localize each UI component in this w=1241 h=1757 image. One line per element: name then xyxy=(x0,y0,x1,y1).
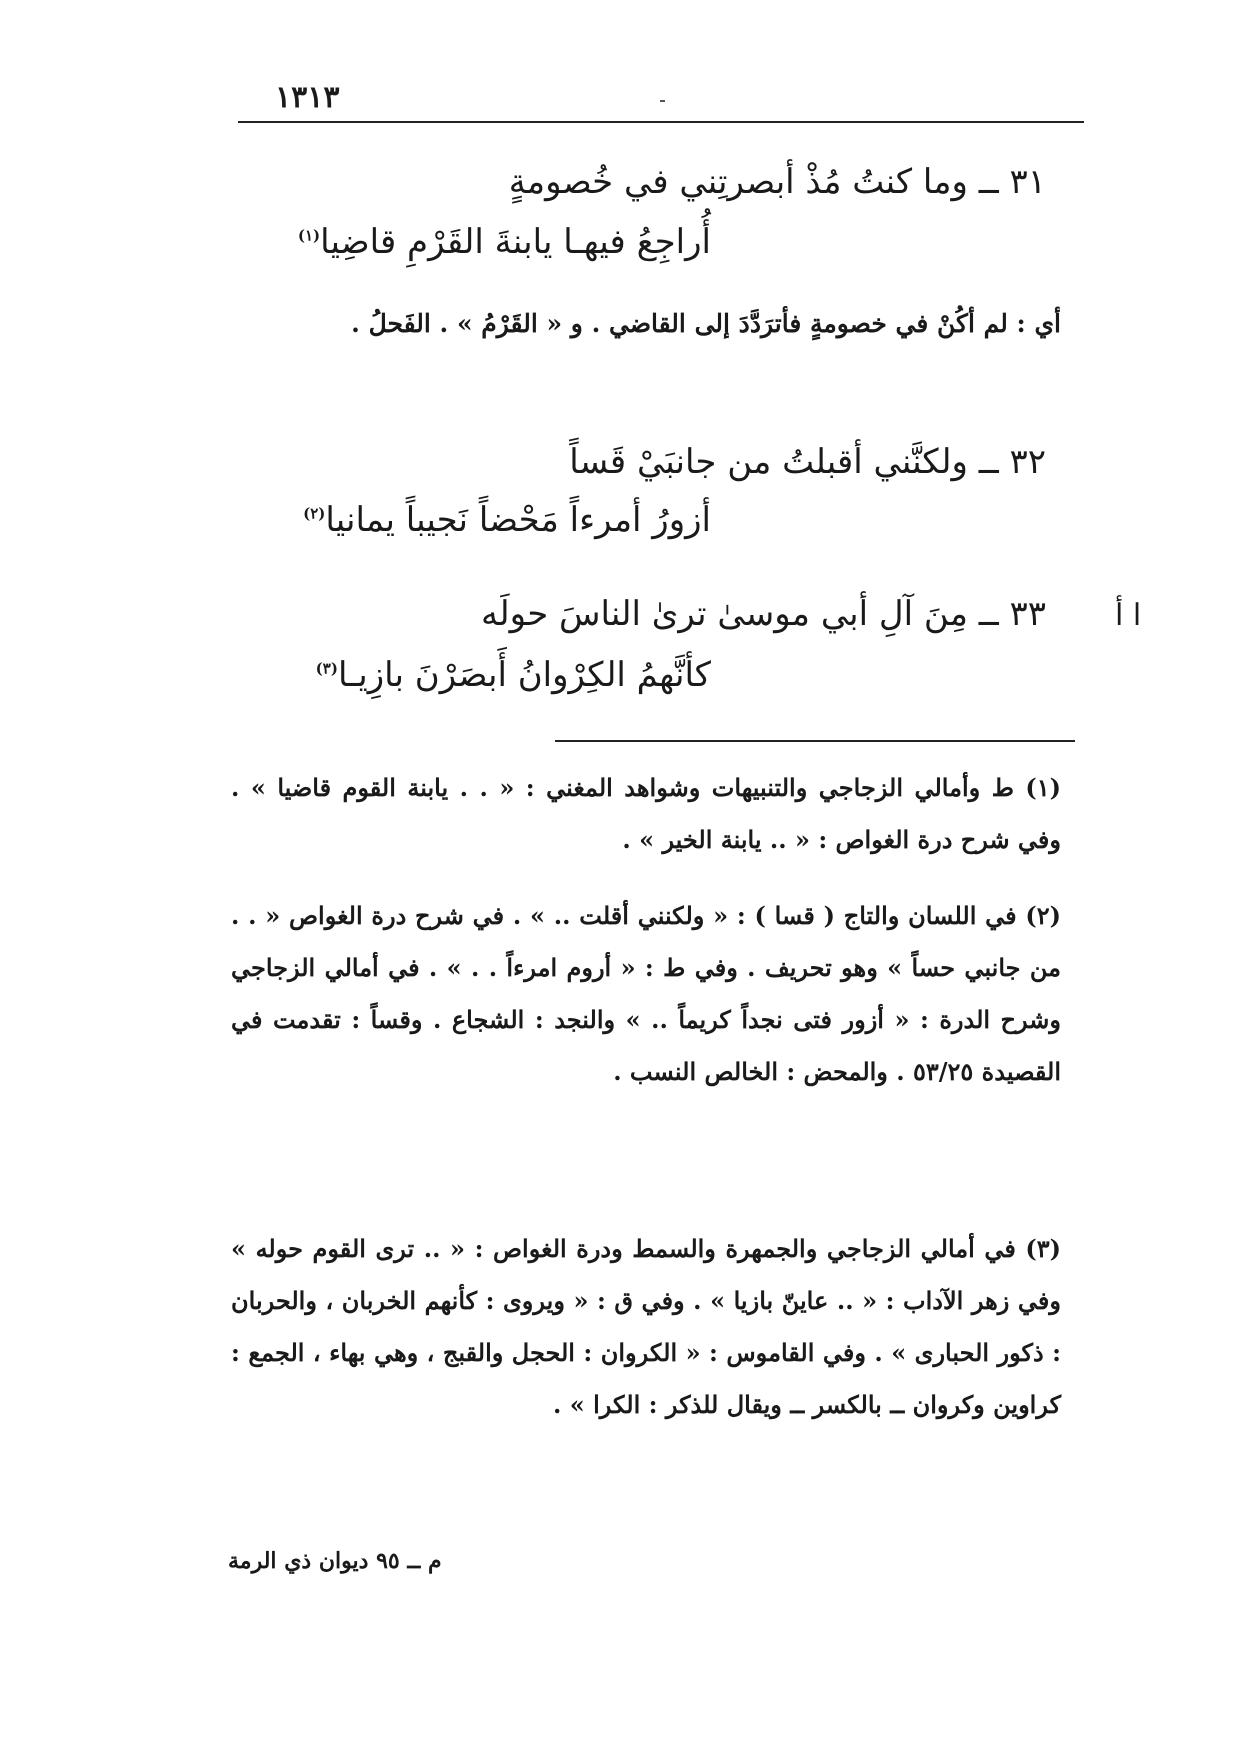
footnote-marker-1: (١) xyxy=(297,226,321,245)
verse-33-first-hemistich: ٣٣ ــ مِنَ آلِ أبي موسىٰ ترىٰ الناسَ حولَه xyxy=(481,594,1046,634)
verse-33-second-hemistich xyxy=(316,655,711,695)
margin-note: ا أ xyxy=(1115,598,1142,633)
page-signature: م ــ ٩٥ ديوان ذي الرمة xyxy=(228,1548,442,1574)
verse-32-second-hemistich xyxy=(303,500,711,540)
header-rule xyxy=(238,121,1084,123)
page-number: ١٣١٣ xyxy=(275,80,340,115)
footnote-2: (٢) في اللسان والتاج ( قسا ) : « ولكنني أقلت .. » . في شرح درة الغواص « . . من جانبي حساً » وهو تحريف . وفي ط : « أروم امرءاً . . » . في أمالي الزجاجي وشرح الدرة : « أزور فتى نجداً كريماً .. » والنجد : الشجاع . وقساً : تقدمت في القصيدة ٥٣/٢٥ . والمحض : الخالص النسب . xyxy=(231,901,1061,1086)
footnote-1: (١) ط وأمالي الزجاجي والتنبيهات وشواهد المغني : « . . يابنة القوم قاضيا » . وفي شرح درة الغواص : « .. يابنة الخير » . xyxy=(231,773,1061,854)
footnote-rule xyxy=(555,740,1075,742)
verse-32-second-text: أزورُ أمرءاً مَحْضاً نَجيباً يمانيا xyxy=(325,500,711,540)
footnote-marker-3: (٣) xyxy=(315,659,338,678)
verse-33-second-text: كأنَّهمُ الكِرْوانُ أَبصَرْنَ بازِيـا xyxy=(337,655,711,695)
verse-32-first-hemistich: ٣٢ ــ ولكنَّني أقبلتُ من جانبَيْ قَساً xyxy=(569,442,1046,482)
verse-31-commentary: أي : لم أكُنْ في خصومةٍ فأترَدَّدَ إلى القاضي . و « القَرْمُ » . الفَحلُ . xyxy=(351,309,1061,338)
verse-31-first-hemistich: ٣١ ــ وما كنتُ مُذْ أبصرتِني في خُصومةٍ xyxy=(508,162,1046,202)
footnote-3: (٣) في أمالي الزجاجي والجمهرة والسمط ودرة الغواص : « .. ترى القوم حوله » وفي زهر الآداب : « .. عاينّ بازيا » . وفي ق : « ويروى : كأنهم الخربان ، والحربان : ذكور الحبارى » . وفي القاموس : « الكروان : الحجل والقبج ، وهي بهاء ، الجمع : كراوين وكروان ــ بالكسر ــ ويقال للذكر : الكرا » . xyxy=(231,1234,1061,1419)
footnote-marker-2: (٢) xyxy=(303,504,326,523)
verse-31-second-hemistich xyxy=(298,222,711,262)
ink-speck xyxy=(660,100,665,102)
verse-31-second-text: أُراجِعُ فيهـا يابنةَ القَرْمِ قاضِيا xyxy=(320,222,711,262)
